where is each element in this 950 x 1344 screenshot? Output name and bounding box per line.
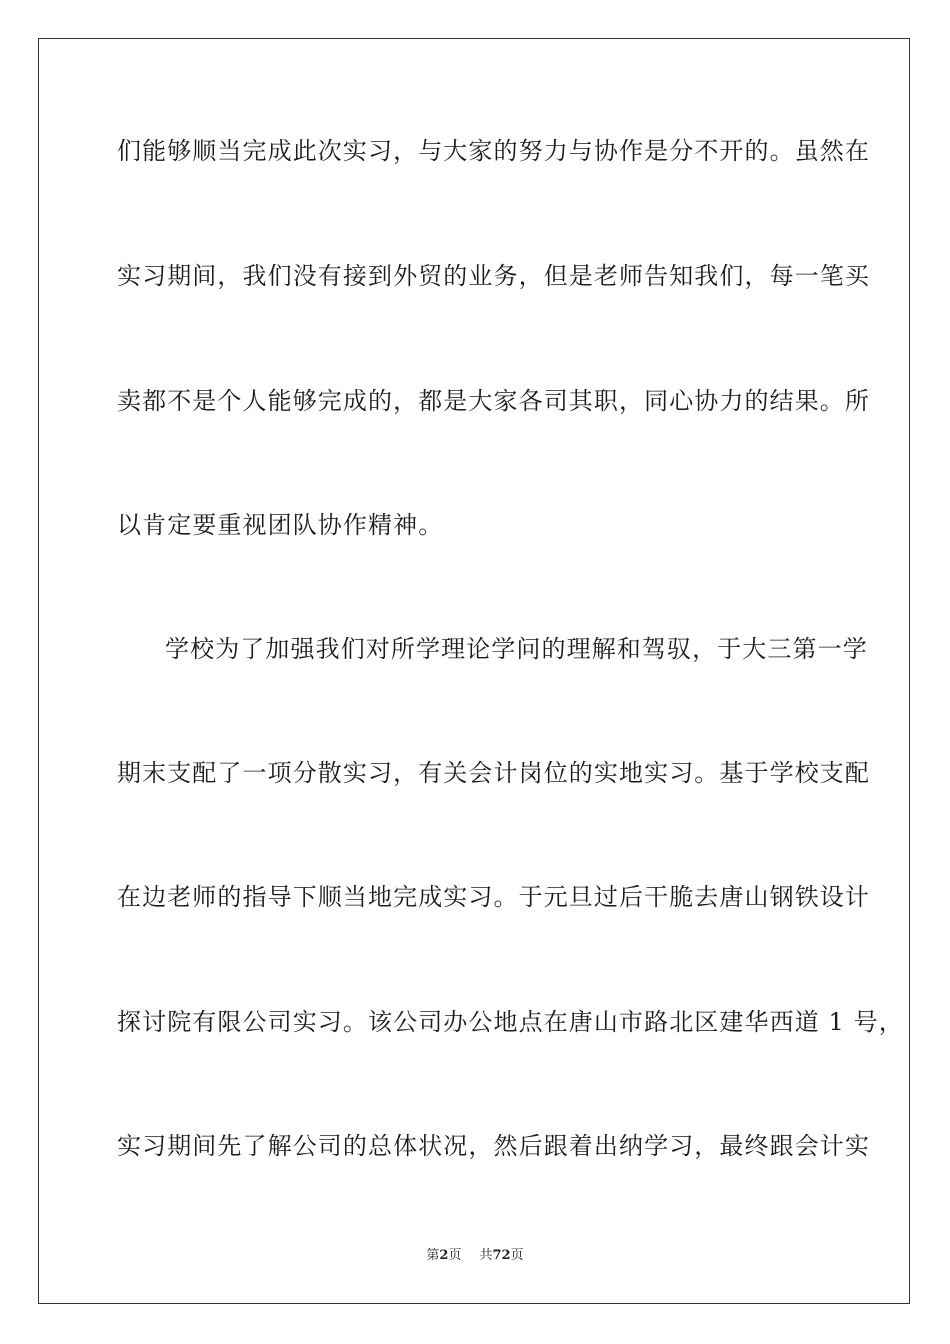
total-suffix: 页 (510, 1248, 524, 1263)
paragraph-line-4 (117, 510, 837, 540)
paragraph-line-3 (117, 386, 870, 416)
line-text: 期末支配了一项分散实习，有关会计岗位的实地实习。基于学校支配 (117, 759, 870, 787)
page-suffix: 页 (448, 1248, 462, 1263)
page-footer (0, 1247, 950, 1265)
line-text: 以肯定要重视团队协作精神。 (117, 511, 444, 539)
line-text: 实习期间先了解公司的总体状况，然后跟着出纳学习，最终跟会计实 (117, 1132, 870, 1160)
page-prefix: 第 (426, 1248, 440, 1263)
paragraph-line-1 (117, 136, 870, 166)
total-pages: 72 (492, 1248, 511, 1263)
paragraph-line-8 (117, 1007, 904, 1037)
line-text: 卖都不是个人能够完成的，都是大家各司其职，同心协力的结果。所 (117, 387, 870, 415)
total-prefix: 共 (479, 1248, 493, 1263)
paragraph-line-5 (165, 634, 868, 664)
paragraph-line-6 (117, 758, 870, 788)
line-text: 探讨院有限公司实习。该公司办公地点在唐山市路北区建华西道 1 号， (117, 1008, 904, 1036)
paragraph-line-7 (117, 882, 870, 912)
line-text: 们能够顺当完成此次实习，与大家的努力与协作是分不开的。虽然在 (117, 137, 870, 165)
page-border (38, 38, 910, 1304)
line-text: 在边老师的指导下顺当地完成实习。于元旦过后干脆去唐山钢铁设计 (117, 883, 870, 911)
page-number: 2 (439, 1248, 449, 1263)
paragraph-line-9 (117, 1131, 870, 1161)
line-text: 学校为了加强我们对所学理论学问的理解和驾驭，于大三第一学 (165, 635, 868, 663)
paragraph-line-2 (117, 261, 870, 291)
line-text: 实习期间，我们没有接到外贸的业务，但是老师告知我们，每一笔买 (117, 262, 870, 290)
